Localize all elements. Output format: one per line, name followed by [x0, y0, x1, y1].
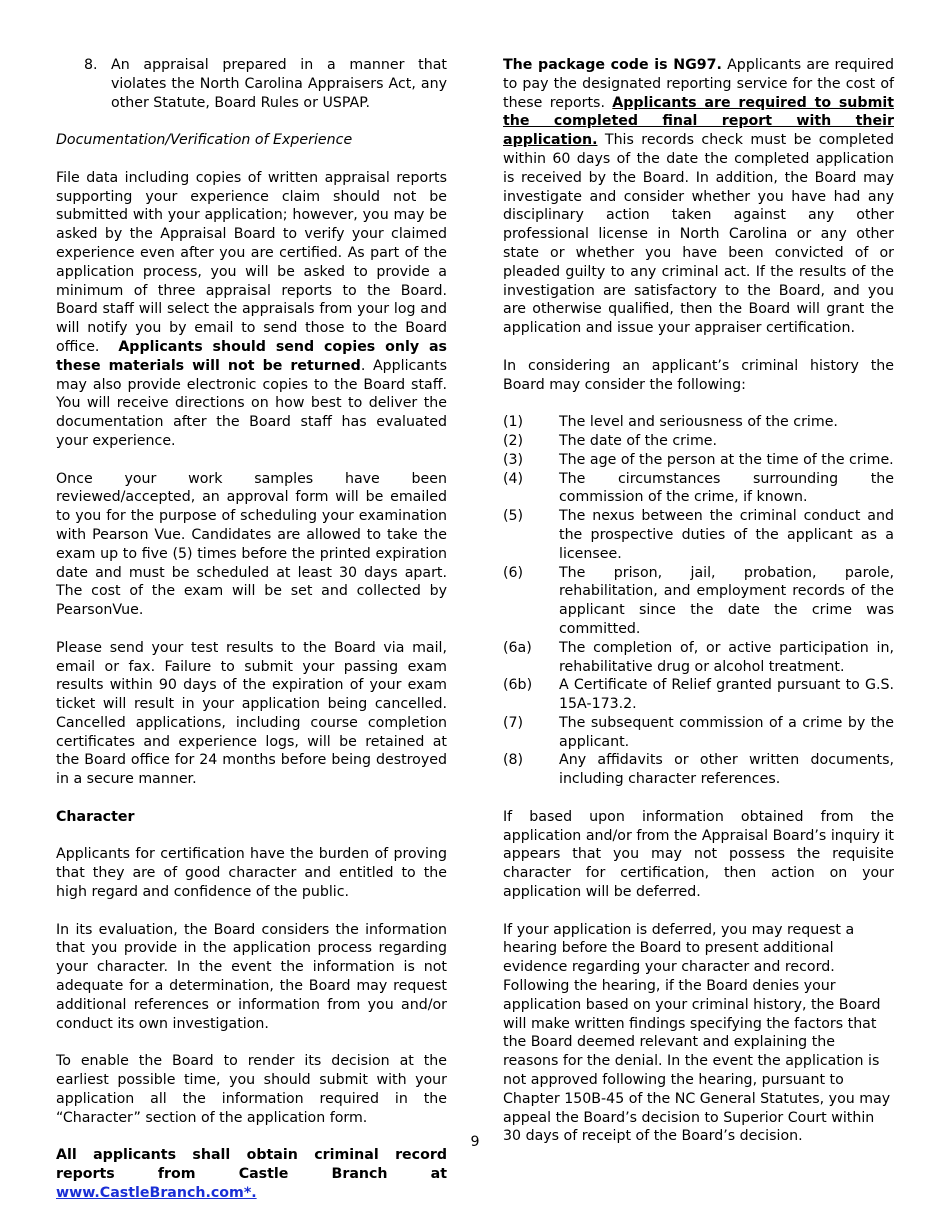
return-warning: Applicants should send copies only as these materials will not be returned	[56, 338, 447, 374]
page-number: 9	[470, 1134, 480, 1150]
burden-paragraph: Applicants for certification have the burden of proving that they are of good character and entitled to the high regard and confidence of the public.	[56, 846, 447, 901]
criteria-item	[503, 751, 894, 789]
criteria-text: The completion of, or active participation in, rehabilitative drug or alcohol treatment.	[559, 639, 894, 675]
submit-report-notice: Applicants are required to submit the completed final report with their application.	[503, 94, 894, 149]
criteria-item	[503, 432, 894, 451]
list-item-number: 8.	[84, 57, 98, 73]
enable-paragraph: To enable the Board to render its decision at the earliest possible time, you should submit with your application all the information required in the “Character” section of the application form.	[56, 1053, 447, 1126]
considering-paragraph: In considering an applicant’s criminal history the Board may consider the following:	[503, 357, 894, 393]
criteria-item	[503, 714, 894, 752]
criteria-text: The circumstances surrounding the commission of the crime, if known.	[559, 470, 894, 506]
criteria-number: (1)	[503, 414, 524, 431]
deferred-paragraph: If your application is deferred, you may request a hearing before the Board to present additional evidence regarding your character and record. Following the hearing, if the Board denies your application based on your criminal history, the Board will make written findings specifying the factors that the Board deemed relevant and explaining the reasons for the denial. In the event the application is not approved following the hearing, pursuant to Chapter 150B-45 of the NC General Statutes, you may appeal the Board’s decision to Superior Court within 30 days of receipt of the Board’s decision.	[503, 921, 891, 1145]
criteria-item	[503, 564, 894, 639]
castlebranch-link[interactable]: www.CastleBranch.com*.	[56, 1184, 257, 1201]
criteria-text: The prison, jail, probation, parole, rehabilitation, and employment records of the applicant since the date the crime was committed.	[559, 564, 894, 637]
criteria-text: The nexus between the criminal conduct and the prospective duties of the applicant as a licensee.	[559, 508, 894, 562]
criteria-number: (4)	[503, 470, 524, 487]
criteria-list	[503, 413, 894, 789]
file-data-paragraph: File data including copies of written appraisal reports supporting your experience claim should not be submitted with your application; however, you may be asked by the Appraisal Board to verify your claimed experience even after you are certified. As part of the application process, you will be asked to provide a minimum of three appraisal reports to the Board. Board staff will select the appraisals from your log and will notify you by email to send those to the Board office. Applicants should send copies only as these materials will not be returned. Applicants may also provide electronic copies to the Board staff. You will receive directions on how best to deliver the documentation after the Board staff has evaluated your experience.	[56, 169, 447, 449]
right-column	[503, 56, 894, 1146]
evaluation-paragraph: In its evaluation, the Board considers the information that you provide in the application process regarding your character. In the event the information is not adequate for a determination, the Board may request additional references or information from you and/or conduct its own investigation.	[56, 921, 447, 1032]
criteria-number: (6b)	[503, 677, 533, 694]
criteria-item	[503, 470, 894, 508]
criteria-item	[503, 676, 894, 714]
criteria-text: A Certificate of Relief granted pursuant to G.S. 15A-173.2.	[559, 677, 894, 713]
criteria-text: The level and seriousness of the crime.	[559, 414, 838, 431]
test-results-paragraph: Please send your test results to the Board via mail, email or fax. Failure to submit your passing exam results within 90 days of the expiration of your exam ticket will result in your application being cancelled. Cancelled applications, including course completion certificates and experience logs, will be retained at the Board office for 24 months before being destroyed in a secure manner.	[56, 639, 447, 788]
list-item-8	[56, 56, 447, 112]
package-paragraph: The package code is NG97. Applicants are required to pay the designated reporting service for the cost of these reports. Applicants are required to submit the completed final report with their application. This records check must be completed within 60 days of the date the completed application is received by the Board. In addition, the Board may investigate and consider whether you have had any disciplinary action taken against any other professional license in North Carolina or any other state or whether you have been convicted of or pleaded guilty to any criminal act. If the results of the investigation are satisfactory to the Board, and you are otherwise qualified, then the Board will grant the application and issue your appraiser certification.	[503, 57, 894, 337]
criteria-number: (8)	[503, 752, 524, 769]
criteria-text: The date of the crime.	[559, 432, 718, 449]
criminal-record-paragraph: All applicants shall obtain criminal record reports from Castle Branch at www.CastleBranch.com*.	[56, 1147, 447, 1201]
character-heading: Character	[56, 808, 135, 825]
criteria-number: (5)	[503, 508, 524, 525]
criteria-text: The subsequent commission of a crime by the applicant.	[559, 714, 894, 750]
criteria-number: (3)	[503, 451, 524, 468]
criteria-item	[503, 413, 894, 432]
criteria-number: (6)	[503, 564, 524, 581]
criteria-item	[503, 451, 894, 470]
criteria-text: Any affidavits or other written documents, including character references.	[559, 752, 894, 788]
list-item-text: An appraisal prepared in a manner that violates the North Carolina Appraisers Act, any other Statute, Board Rules or USPAP.	[111, 57, 447, 111]
criteria-number: (7)	[503, 714, 524, 731]
work-samples-paragraph: Once your work samples have been reviewed/accepted, an approval form will be emailed to you for the purpose of scheduling your examination with Pearson Vue. Candidates are allowed to take the exam up to five (5) times before the printed expiration date and must be scheduled at least 30 days apart. The cost of the exam will be set and collected by PearsonVue.	[56, 470, 447, 619]
package-code: The package code is NG97.	[503, 57, 722, 73]
documentation-heading: Documentation/Verification of Experience	[56, 132, 353, 149]
left-column	[56, 56, 447, 1203]
criteria-number: (2)	[503, 432, 524, 449]
criteria-text: The age of the person at the time of the crime.	[559, 451, 894, 468]
criteria-item	[503, 639, 894, 677]
based-paragraph: If based upon information obtained from the application and/or from the Appraisal Board’s inquiry it appears that you may not possess the requisite character for certification, then action on your application will be deferred.	[503, 808, 894, 901]
criteria-number: (6a)	[503, 639, 532, 656]
criteria-item	[503, 507, 894, 563]
